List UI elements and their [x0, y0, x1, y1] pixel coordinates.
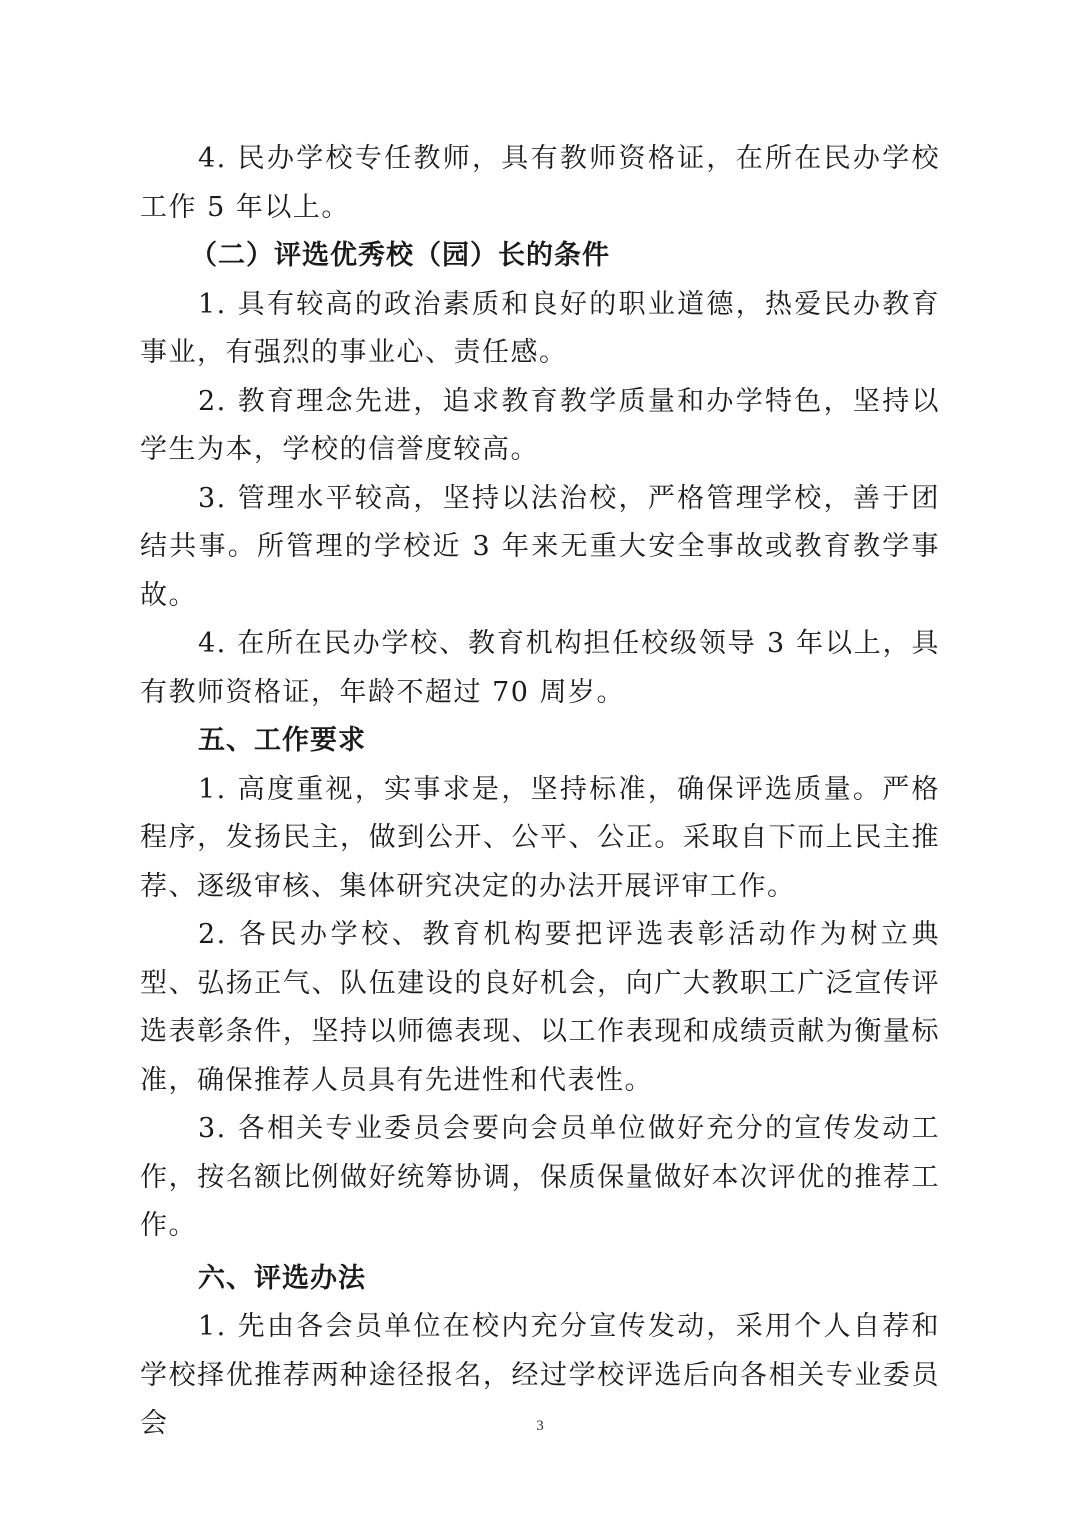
section-six-heading: 六、评选办法	[198, 1262, 366, 1294]
page-number: 3	[536, 1418, 544, 1434]
teacher-criterion-4: 4. 民办学校专任教师，具有教师资格证，在所在民办学校工作 5 年以上。	[140, 143, 940, 223]
work-requirement-1: 1. 高度重视，实事求是，坚持标准，确保评选质量。严格程序，发扬民主，做到公开、公平、公正。采取自下而上民主推荐、逐级审核、集体研究决定的办法开展评审工作。	[140, 773, 940, 902]
selection-method-1: 1. 先由各会员单位在校内充分宣传发动，采用个人自荐和学校择优推荐两种途径报名，经过学校评选后向各相关专业委员会	[140, 1311, 940, 1439]
principal-criterion-1: 1. 具有较高的政治素质和良好的职业道德，热爱民办教育事业，有强烈的事业心、责任感。	[140, 288, 940, 368]
section-five-heading: 五、工作要求	[198, 725, 366, 756]
principal-criteria-heading: （二）评选优秀校（园）长的条件	[190, 240, 610, 271]
principal-criterion-4: 4. 在所在民办学校、教育机构担任校级领导 3 年以上，具有教师资格证，年龄不超过 70 周岁。	[140, 628, 940, 708]
work-requirement-3: 3. 各相关专业委员会要向会员单位做好充分的宣传发动工作，按名额比例做好统筹协调，保质保量做好本次评优的推荐工作。	[140, 1113, 940, 1241]
work-requirement-2: 2. 各民办学校、教育机构要把评选表彰活动作为树立典型、弘扬正气、队伍建设的良好机会，向广大教职工广泛宣传评选表彰条件，坚持以师德表现、以工作表现和成绩贡献为衡量标准，确保推荐人员具有先进性和代表性。	[140, 919, 940, 1096]
principal-criterion-3: 3. 管理水平较高，坚持以法治校，严格管理学校，善于团结共事。所管理的学校近 3 年来无重大安全事故或教育教学事故。	[140, 482, 940, 611]
principal-criterion-2: 2. 教育理念先进，追求教育教学质量和办学特色，坚持以学生为本，学校的信誉度较高。	[140, 385, 940, 465]
document-body	[140, 135, 940, 1449]
